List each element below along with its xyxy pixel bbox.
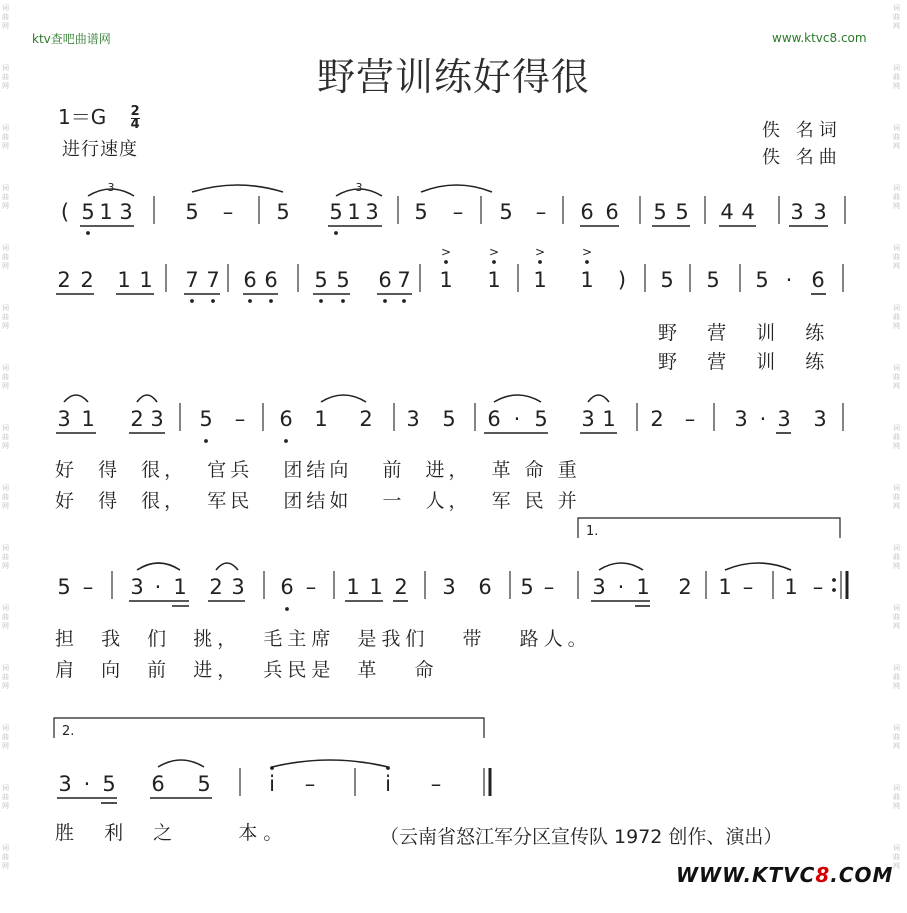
note: 1 xyxy=(602,407,616,431)
logo-red-digit: 8 xyxy=(815,863,831,887)
slur xyxy=(137,563,180,570)
slur xyxy=(272,760,388,767)
note: 4 xyxy=(720,200,734,224)
note: 2 xyxy=(209,575,223,599)
note: 1 xyxy=(139,268,153,292)
watermark-glyph-group: 词 曲 网 xyxy=(2,124,9,150)
watermark-glyph-group: 词 曲 网 xyxy=(893,124,900,150)
note: 6 xyxy=(280,575,294,599)
note: – xyxy=(535,200,547,224)
octave-dot xyxy=(248,299,252,303)
volta-bracket-2 xyxy=(54,718,484,738)
note: – xyxy=(742,575,754,599)
watermark-glyph-group: 词 曲 网 xyxy=(2,544,9,570)
note: · xyxy=(513,407,521,431)
slur xyxy=(64,395,88,402)
note: 2 xyxy=(359,407,373,431)
note: 5 xyxy=(197,772,211,796)
logo-tail: .COM xyxy=(830,863,894,887)
slur xyxy=(158,760,204,767)
accent-mark: > xyxy=(534,245,546,259)
lyric-row3-verse2: 好 得 很， 军民 团结如 一 人， 军 民 并 xyxy=(55,490,581,512)
note: 3 xyxy=(790,200,804,224)
watermark-glyph-group: 词 曲 网 xyxy=(893,244,900,270)
watermark-glyph-group: 词 曲 网 xyxy=(2,844,9,870)
watermark-glyph-group: 词 曲 网 xyxy=(893,784,900,810)
key-text: 1＝G xyxy=(58,105,107,129)
note: 1 xyxy=(718,575,732,599)
note: 6 xyxy=(243,268,257,292)
octave-dot xyxy=(444,260,448,264)
watermark-glyph-group: 词 曲 网 xyxy=(2,724,9,750)
note: 1 xyxy=(369,575,383,599)
volta-bracket-1 xyxy=(578,518,840,538)
note: · xyxy=(83,772,91,796)
note: 6 xyxy=(605,200,619,224)
time-bottom: 4 xyxy=(130,117,140,132)
note: 6 xyxy=(151,772,165,796)
note: · xyxy=(785,268,793,292)
lyric-row4-verse2: 肩 向 前 进， 兵民是 革 命 xyxy=(55,659,439,681)
octave-dot xyxy=(402,299,406,303)
watermark-glyph-group: 词 曲 网 xyxy=(893,844,900,870)
watermark-glyph-group: 词 曲 网 xyxy=(893,604,900,630)
time-top: 2 xyxy=(130,104,140,119)
note: 6 xyxy=(378,268,392,292)
note: 3 xyxy=(57,407,71,431)
watermark-glyph-group: 词 曲 网 xyxy=(2,244,9,270)
watermark-glyph-group: 词 曲 网 xyxy=(893,64,900,90)
note: 1 xyxy=(439,268,453,292)
site-url-right[interactable]: www.ktvc8.com xyxy=(772,31,867,45)
watermark-glyph-group: 词 曲 网 xyxy=(893,424,900,450)
note: – xyxy=(430,772,442,796)
note: 5 xyxy=(57,575,71,599)
note: i xyxy=(385,772,391,796)
note: 1 xyxy=(346,575,360,599)
lyric-row2-verse1: 野 营 训 练 xyxy=(658,322,831,344)
watermark-glyph-group: 词 曲 网 xyxy=(893,544,900,570)
watermark-glyph-group: 词 曲 网 xyxy=(2,304,9,330)
note: 3 xyxy=(58,772,72,796)
note: – xyxy=(82,575,94,599)
accent-mark: > xyxy=(488,245,500,259)
note: 3 xyxy=(150,407,164,431)
lyric-row3-verse1: 好 得 很， 官兵 团结向 前 进， 革 命 重 xyxy=(55,459,581,481)
note: 5 xyxy=(660,268,674,292)
note: · xyxy=(617,575,625,599)
note: 1 xyxy=(99,200,113,224)
song-title: 野营训练好得很 xyxy=(316,55,590,99)
note: 5 xyxy=(314,268,328,292)
octave-dot xyxy=(86,231,90,235)
octave-dot xyxy=(585,260,589,264)
note: 2 xyxy=(57,268,71,292)
note: 5 xyxy=(755,268,769,292)
note: 4 xyxy=(741,200,755,224)
octave-dot xyxy=(190,299,194,303)
note: 2 xyxy=(650,407,664,431)
watermark-glyph-group: 词 曲 网 xyxy=(2,604,9,630)
note: 5 xyxy=(499,200,513,224)
slur xyxy=(216,563,238,570)
note: 7 xyxy=(206,268,220,292)
slur xyxy=(494,395,541,402)
note: 5 xyxy=(336,268,350,292)
note: 1 xyxy=(636,575,650,599)
watermark-glyph-group: 词 曲 网 xyxy=(893,724,900,750)
note: 3 xyxy=(406,407,420,431)
logo-main: WWW.KTVC xyxy=(676,863,816,887)
note: 5 xyxy=(414,200,428,224)
octave-dot xyxy=(341,299,345,303)
note: · xyxy=(759,407,767,431)
note: 1 xyxy=(347,200,361,224)
volta-number: 1. xyxy=(586,524,599,539)
octave-dot xyxy=(492,260,496,264)
note: 2 xyxy=(394,575,408,599)
watermark-glyph-group: 词 曲 网 xyxy=(893,4,900,30)
watermark-glyph-group: 词 曲 网 xyxy=(2,64,9,90)
octave-dot xyxy=(334,231,338,235)
octave-dot xyxy=(211,299,215,303)
note: 7 xyxy=(185,268,199,292)
octave-dot xyxy=(204,439,208,443)
note: – xyxy=(684,407,696,431)
volta-number: 2. xyxy=(62,724,75,739)
note: 5 xyxy=(102,772,116,796)
watermark-glyph-group: 词 曲 网 xyxy=(2,784,9,810)
note: – xyxy=(543,575,555,599)
note: 5 xyxy=(329,200,343,224)
note: 5 xyxy=(706,268,720,292)
tempo-marking: 进行速度 xyxy=(62,139,138,160)
note: 5 xyxy=(276,200,290,224)
note: 3 xyxy=(442,575,456,599)
note: 3 xyxy=(365,200,379,224)
octave-dot xyxy=(832,578,836,582)
note: 3 xyxy=(119,200,133,224)
watermark-glyph-group: 词 曲 网 xyxy=(2,424,9,450)
note: – xyxy=(812,575,824,599)
watermark-glyph-group: 词 曲 网 xyxy=(2,4,9,30)
note: 6 xyxy=(811,268,825,292)
note: 5 xyxy=(675,200,689,224)
note: 2 xyxy=(130,407,144,431)
note: – xyxy=(304,772,316,796)
note: 6 xyxy=(478,575,492,599)
note: 1 xyxy=(533,268,547,292)
watermark-glyph-group: 词 曲 网 xyxy=(2,664,9,690)
watermark-glyph-group: 词 曲 网 xyxy=(893,664,900,690)
slur xyxy=(725,563,791,570)
octave-dot xyxy=(285,607,289,611)
note: 6 xyxy=(580,200,594,224)
note: – xyxy=(305,575,317,599)
note: 7 xyxy=(397,268,411,292)
note: 6 xyxy=(487,407,501,431)
note: 2 xyxy=(80,268,94,292)
watermark-glyph-group: 词 曲 网 xyxy=(2,484,9,510)
site-name-left[interactable]: ktv查吧曲谱网 xyxy=(32,32,111,46)
note: 1 xyxy=(81,407,95,431)
note: 1 xyxy=(487,268,501,292)
slur xyxy=(137,395,157,402)
watermark-glyph-group: 词 曲 网 xyxy=(893,484,900,510)
note: 3 xyxy=(813,407,827,431)
note: 3 xyxy=(130,575,144,599)
triplet-mark: 3 xyxy=(355,181,363,194)
octave-dot xyxy=(269,299,273,303)
note: 5 xyxy=(185,200,199,224)
note: 3 xyxy=(581,407,595,431)
note: · xyxy=(154,575,162,599)
note: 5 xyxy=(534,407,548,431)
slur xyxy=(421,185,492,192)
note: i xyxy=(269,772,275,796)
watermark-glyph-group: 词 曲 网 xyxy=(2,184,9,210)
accent-mark: > xyxy=(581,245,593,259)
octave-dot xyxy=(319,299,323,303)
triplet-mark: 3 xyxy=(107,181,115,194)
note: 6 xyxy=(279,407,293,431)
lyric-row5-verse1: 胜 利 之 本。 xyxy=(55,822,289,844)
note: ( xyxy=(60,200,70,224)
watermark-glyph-group: 词 曲 网 xyxy=(2,364,9,390)
lyric-row2-verse2: 野 营 训 练 xyxy=(658,351,831,373)
slur xyxy=(321,395,366,402)
composer-credit: 佚 名曲 xyxy=(762,147,842,168)
octave-dot xyxy=(832,588,836,592)
note: 1 xyxy=(117,268,131,292)
slur xyxy=(192,185,283,192)
note: 1 xyxy=(784,575,798,599)
note: 1 xyxy=(314,407,328,431)
note: – xyxy=(452,200,464,224)
note: ) xyxy=(617,268,627,292)
lyric-row4-verse1: 担 我 们 挑， 毛主席 是我们 带 路人。 xyxy=(55,628,592,650)
octave-dot xyxy=(284,439,288,443)
note: 3 xyxy=(231,575,245,599)
note: 5 xyxy=(81,200,95,224)
note: 6 xyxy=(264,268,278,292)
note: 1 xyxy=(580,268,594,292)
lyricist-credit: 佚 名词 xyxy=(762,120,842,141)
note: 3 xyxy=(734,407,748,431)
accent-mark: > xyxy=(440,245,452,259)
source-note: （云南省怒江军分区宣传队 1972 创作、演出） xyxy=(380,826,783,848)
note: – xyxy=(222,200,234,224)
note: 3 xyxy=(813,200,827,224)
watermark-glyph-group: 词 曲 网 xyxy=(893,304,900,330)
slur xyxy=(599,563,643,570)
site-logo[interactable] xyxy=(676,863,893,887)
note: 3 xyxy=(777,407,791,431)
note: 5 xyxy=(653,200,667,224)
octave-dot xyxy=(383,299,387,303)
note: 3 xyxy=(592,575,606,599)
slur xyxy=(588,395,609,402)
note: 5 xyxy=(442,407,456,431)
note: 2 xyxy=(678,575,692,599)
note: 1 xyxy=(173,575,187,599)
watermark-glyph-group: 词 曲 网 xyxy=(893,184,900,210)
watermark-glyph-group: 词 曲 网 xyxy=(893,364,900,390)
note: 5 xyxy=(520,575,534,599)
note: – xyxy=(234,407,246,431)
note: 5 xyxy=(199,407,213,431)
octave-dot xyxy=(538,260,542,264)
